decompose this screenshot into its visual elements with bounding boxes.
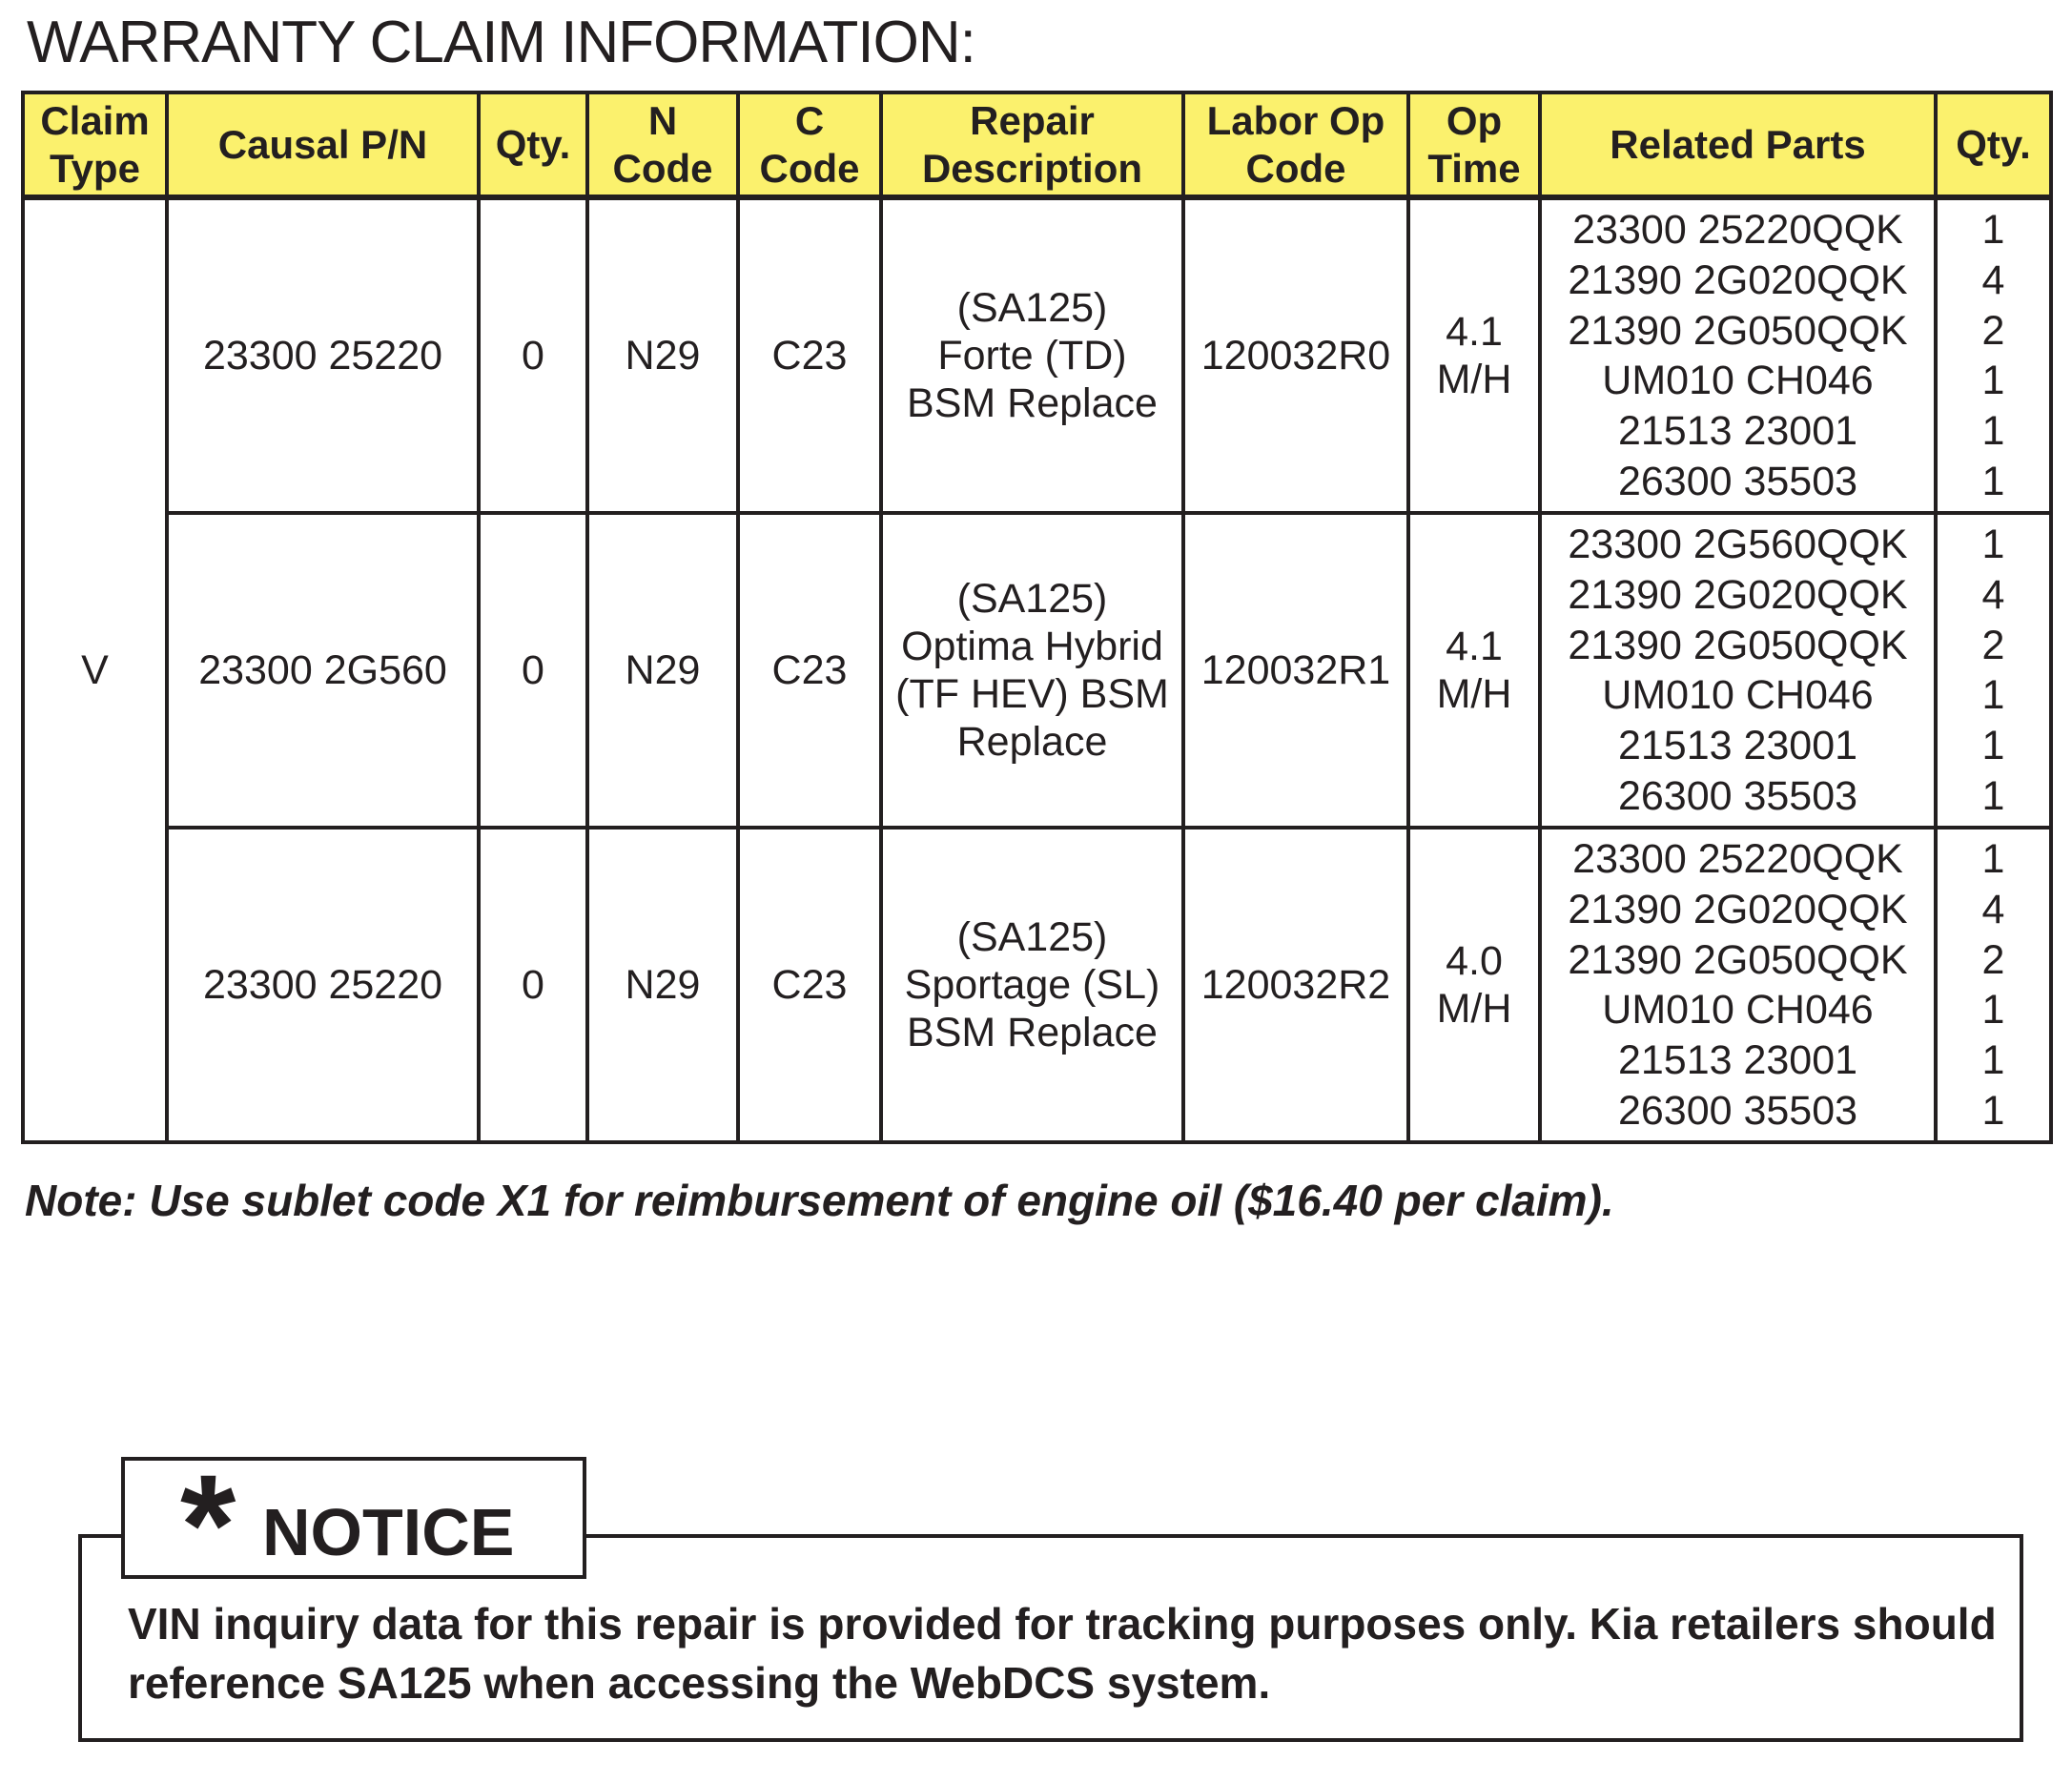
labor-op-code-cell: 120032R2 (1183, 828, 1408, 1142)
related-qty-cell (1936, 197, 2051, 513)
related-part: 21390 2G020QQK (1568, 571, 1908, 618)
header-causal-pn: Causal P/N (167, 92, 479, 197)
table-row (23, 828, 2051, 1142)
header-n-code: N Code (587, 92, 738, 197)
related-part: 26300 35503 (1617, 1087, 1858, 1134)
qty-cell: 0 (479, 197, 587, 513)
related-part-qty: 1 (1981, 723, 2005, 769)
related-part-qty: 1 (1981, 358, 2005, 404)
related-parts-cell (1540, 828, 1936, 1142)
related-part: UM010 CH046 (1602, 987, 1874, 1034)
related-part-qty: 1 (1981, 772, 2005, 819)
related-part: 21390 2G050QQK (1568, 622, 1908, 668)
header-related-parts: Related Parts (1540, 92, 1936, 197)
n-code-cell: N29 (587, 828, 738, 1142)
related-parts-cell (1540, 197, 1936, 513)
op-time-cell: 4.1 M/H (1408, 197, 1540, 513)
related-part: 26300 35503 (1617, 458, 1858, 504)
header-qty: Qty. (479, 92, 587, 197)
related-part: 21390 2G050QQK (1568, 307, 1908, 354)
related-qty-cell (1936, 513, 2051, 828)
causal-pn-cell: 23300 25220 (167, 828, 479, 1142)
causal-pn-cell: 23300 2G560 (167, 513, 479, 828)
table-header-row (23, 92, 2051, 197)
n-code-cell: N29 (587, 197, 738, 513)
notice-label: NOTICE (262, 1495, 515, 1569)
c-code-cell: C23 (738, 828, 881, 1142)
labor-op-code-cell: 120032R0 (1183, 197, 1408, 513)
related-part-qty: 4 (1981, 256, 2005, 303)
related-part: 21390 2G020QQK (1568, 256, 1908, 303)
labor-op-code-cell: 120032R1 (1183, 513, 1408, 828)
repair-description-cell: (SA125) Optima Hybrid (TF HEV) BSM Replace (881, 513, 1183, 828)
related-part: 21513 23001 (1617, 1037, 1858, 1084)
notice-header (121, 1444, 586, 1605)
related-part-qty: 1 (1981, 408, 2005, 455)
header-labor-op-code: Labor Op Code (1183, 92, 1408, 197)
related-part-qty: 1 (1981, 1087, 2005, 1134)
related-part: 21513 23001 (1617, 408, 1858, 455)
op-time-cell: 4.0 M/H (1408, 828, 1540, 1142)
related-part-qty: 1 (1981, 672, 2005, 719)
related-part-qty: 1 (1981, 458, 2005, 504)
related-part: 23300 25220QQK (1572, 836, 1903, 882)
related-part-qty: 2 (1981, 307, 2005, 354)
notice-text: VIN inquiry data for this repair is provided for tracking purposes only. Kia retailers should reference SA125 when accessing the WebDCS system. (128, 1599, 1997, 1708)
related-part: UM010 CH046 (1602, 672, 1874, 719)
related-part-qty: 4 (1981, 886, 2005, 932)
related-part-qty: 1 (1981, 1037, 2005, 1084)
c-code-cell: C23 (738, 513, 881, 828)
related-part-qty: 1 (1981, 207, 2005, 253)
repair-description-cell: (SA125) Forte (TD) BSM Replace (881, 197, 1183, 513)
causal-pn-cell: 23300 25220 (167, 197, 479, 513)
related-part-qty: 1 (1981, 836, 2005, 882)
asterisk-icon: * (180, 1444, 236, 1605)
header-c-code: C Code (738, 92, 881, 197)
related-part: 21390 2G050QQK (1568, 936, 1908, 983)
n-code-cell: N29 (587, 513, 738, 828)
engine-oil-note: Note: Use sublet code X1 for reimbursement of engine oil ($16.40 per claim). (25, 1176, 1614, 1225)
related-part: 26300 35503 (1617, 772, 1858, 819)
header-op-time: Op Time (1408, 92, 1540, 197)
table-row (23, 513, 2051, 828)
related-qty-cell (1936, 828, 2051, 1142)
related-part-qty: 2 (1981, 936, 2005, 983)
header-claim-type: Claim Type (23, 92, 167, 197)
related-part-qty: 1 (1981, 987, 2005, 1034)
related-part: 21513 23001 (1617, 723, 1858, 769)
warranty-claim-table (21, 91, 2053, 1144)
header-related-qty: Qty. (1936, 92, 2051, 197)
qty-cell: 0 (479, 828, 587, 1142)
claim-type-cell: V (23, 197, 167, 1142)
related-part: UM010 CH046 (1602, 358, 1874, 404)
related-part: 23300 2G560QQK (1568, 522, 1908, 567)
related-part: 23300 25220QQK (1572, 207, 1903, 253)
related-part-qty: 2 (1981, 622, 2005, 668)
related-part-qty: 1 (1981, 522, 2005, 567)
related-part: 21390 2G020QQK (1568, 886, 1908, 932)
header-repair-description: Repair Description (881, 92, 1183, 197)
repair-description-cell: (SA125) Sportage (SL) BSM Replace (881, 828, 1183, 1142)
related-part-qty: 4 (1981, 571, 2005, 618)
op-time-cell: 4.1 M/H (1408, 513, 1540, 828)
c-code-cell: C23 (738, 197, 881, 513)
page-title: WARRANTY CLAIM INFORMATION: (27, 10, 975, 75)
qty-cell: 0 (479, 513, 587, 828)
table-row (23, 197, 2051, 513)
related-parts-cell (1540, 513, 1936, 828)
